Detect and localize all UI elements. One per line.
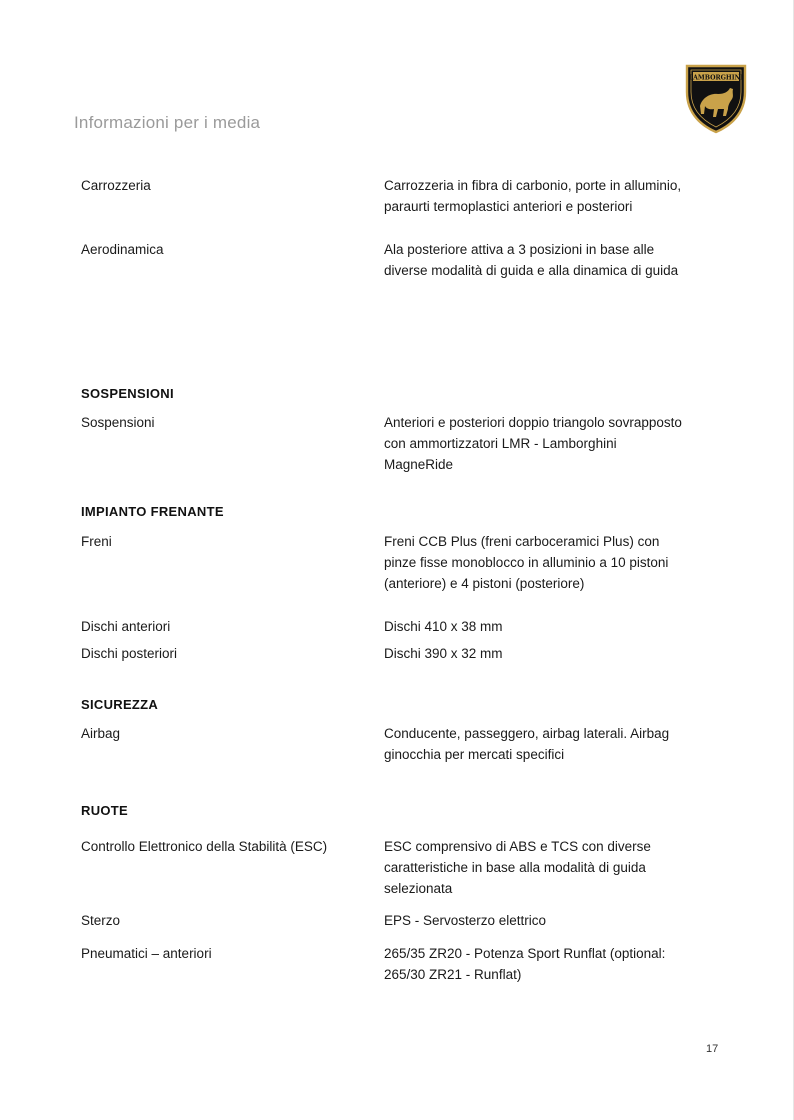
spec-value: 265/35 ZR20 - Potenza Sport Runflat (optional: 265/30 ZR21 - Runflat): [384, 946, 666, 982]
page-number: 17: [706, 1043, 719, 1055]
spec-label: Pneumatici – anteriori: [81, 946, 212, 961]
spec-label: Freni: [81, 534, 112, 549]
spec-label: Dischi anteriori: [81, 619, 171, 634]
spec-value: Carrozzeria in fibra di carbonio, porte in alluminio, paraurti termoplastici anteriori e posteriori: [384, 178, 682, 214]
section-heading: SICUREZZA: [81, 697, 159, 712]
spec-value: EPS - Servosterzo elettrico: [384, 913, 547, 928]
spec-label: Sospensioni: [81, 415, 155, 430]
spec-label: Airbag: [81, 726, 121, 741]
spec-label: Aerodinamica: [81, 242, 164, 257]
spec-value: ESC comprensivo di ABS e TCS con diverse caratteristiche in base alla modalità di guida selezionata: [384, 839, 651, 896]
spec-value: Conducente, passeggero, airbag laterali. Airbag ginocchia per mercati specifici: [384, 726, 670, 762]
section-heading: IMPIANTO FRENANTE: [81, 504, 224, 519]
page-title: Informazioni per i media: [74, 113, 261, 132]
section-heading: RUOTE: [81, 803, 128, 818]
section-heading: SOSPENSIONI: [81, 386, 174, 401]
svg-text:LAMBORGHINI: LAMBORGHINI: [688, 74, 744, 82]
spec-value: Anteriori e posteriori doppio triangolo sovrapposto con ammortizzatori LMR - Lamborghini MagneRide: [384, 415, 682, 472]
spec-value: Dischi 390 x 32 mm: [384, 646, 503, 661]
spec-value: Freni CCB Plus (freni carboceramici Plus) con pinze fisse monoblocco in alluminio a 10 pistoni (anteriore) e 4 pistoni (posteriore): [384, 534, 669, 591]
spec-label: Sterzo: [81, 913, 121, 928]
lamborghini-logo: [684, 62, 748, 134]
spec-label: Carrozzeria: [81, 178, 151, 193]
spec-label: Controllo Elettronico della Stabilità (ESC): [81, 839, 328, 854]
spec-value: Ala posteriore attiva a 3 posizioni in base alle diverse modalità di guida e alla dinamica di guida: [384, 242, 679, 278]
spec-value: Dischi 410 x 38 mm: [384, 619, 503, 634]
spec-label: Dischi posteriori: [81, 646, 178, 661]
